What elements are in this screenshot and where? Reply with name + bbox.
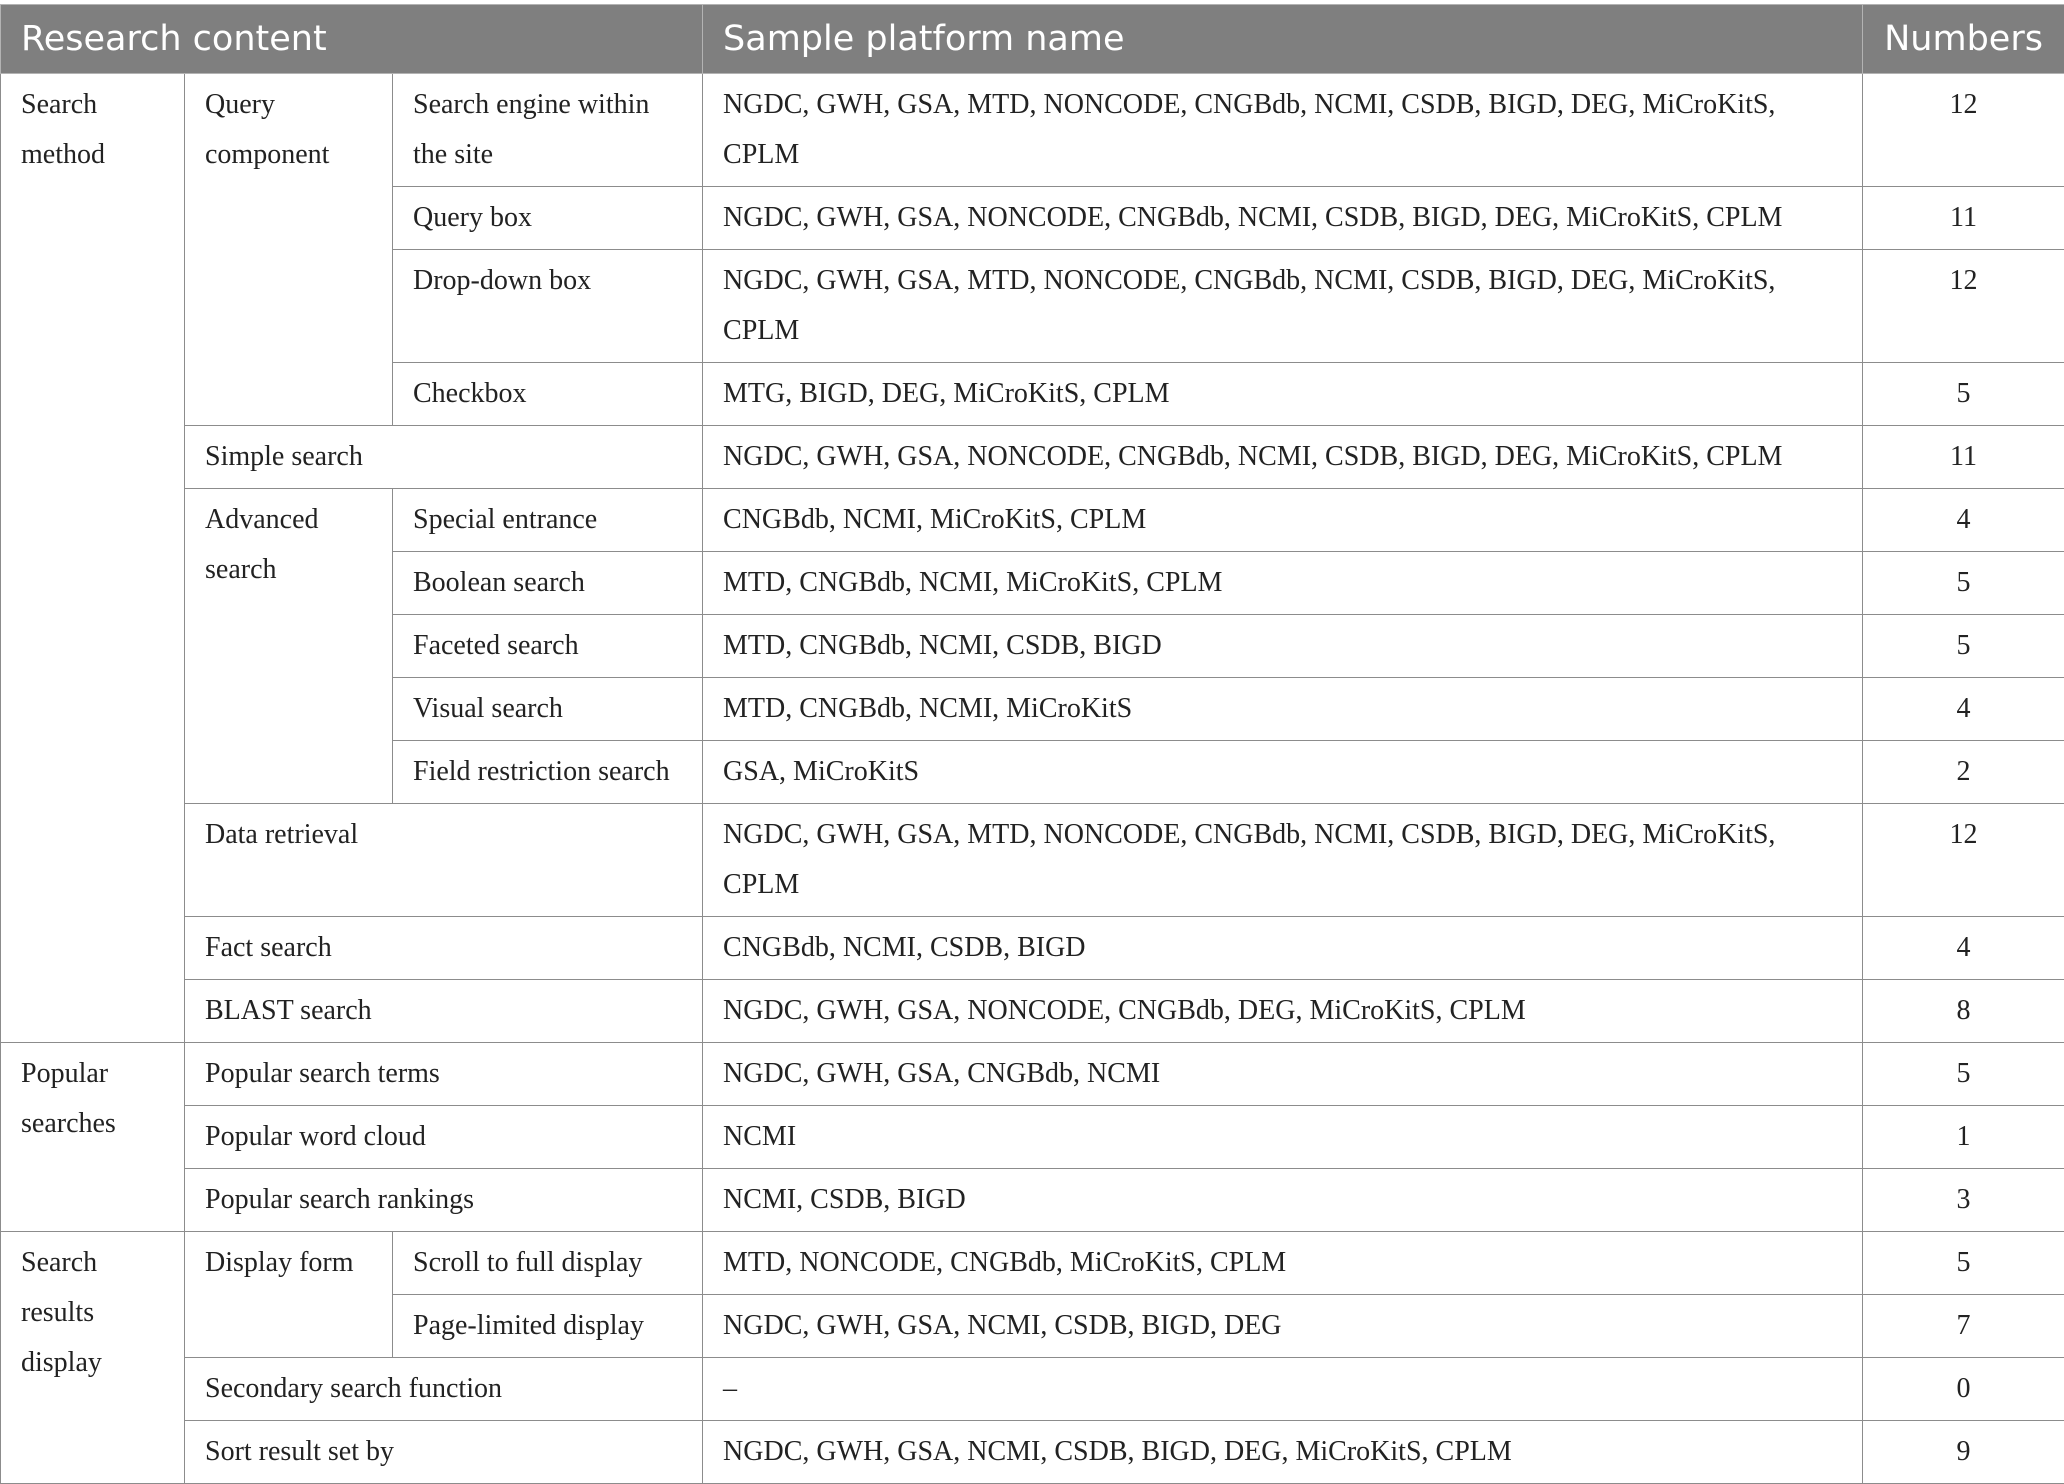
row-label: Secondary search function <box>185 1358 703 1421</box>
row-label: Sort result set by <box>185 1421 703 1484</box>
row-platforms: NGDC, GWH, GSA, NONCODE, CNGBdb, DEG, MiCroKitS, CPLM <box>703 980 1863 1043</box>
row-label: Data retrieval <box>185 804 703 917</box>
row-number: 12 <box>1863 74 2064 187</box>
row-label: Field restriction search <box>393 741 703 804</box>
table-row <box>1 426 2064 489</box>
row-platforms: CNGBdb, NCMI, CSDB, BIGD <box>703 917 1863 980</box>
row-number: 8 <box>1863 980 2064 1043</box>
table-row <box>1 804 2064 917</box>
row-platforms: NGDC, GWH, GSA, NCMI, CSDB, BIGD, DEG <box>703 1295 1863 1358</box>
header-numbers: Numbers <box>1863 5 2064 74</box>
table-row <box>1 74 2064 187</box>
table-row <box>1 489 2064 552</box>
row-label: Fact search <box>185 917 703 980</box>
group-popular-searches: Popular searches <box>1 1043 185 1232</box>
table-row <box>1 1232 2064 1295</box>
table-row <box>1 980 2064 1043</box>
row-number: 2 <box>1863 741 2064 804</box>
row-number: 4 <box>1863 489 2064 552</box>
row-label: Page-limited display <box>393 1295 703 1358</box>
row-platforms: NGDC, GWH, GSA, NONCODE, CNGBdb, NCMI, CSDB, BIGD, DEG, MiCroKitS, CPLM <box>703 187 1863 250</box>
subgroup-display-form: Display form <box>185 1232 393 1358</box>
row-number: 3 <box>1863 1169 2064 1232</box>
row-number: 7 <box>1863 1295 2064 1358</box>
row-platforms: NGDC, GWH, GSA, MTD, NONCODE, CNGBdb, NCMI, CSDB, BIGD, DEG, MiCroKitS, CPLM <box>703 804 1863 917</box>
row-platforms: CNGBdb, NCMI, MiCroKitS, CPLM <box>703 489 1863 552</box>
table-row <box>1 1106 2064 1169</box>
table-row <box>1 1169 2064 1232</box>
row-label: Special entrance <box>393 489 703 552</box>
row-number: 12 <box>1863 250 2064 363</box>
row-platforms: GSA, MiCroKitS <box>703 741 1863 804</box>
row-number: 5 <box>1863 363 2064 426</box>
research-content-table <box>0 4 2064 1484</box>
row-platforms: NGDC, GWH, GSA, CNGBdb, NCMI <box>703 1043 1863 1106</box>
header-sample-platform-name: Sample platform name <box>703 5 1863 74</box>
row-label: Search engine within the site <box>393 74 703 187</box>
table-row <box>1 917 2064 980</box>
row-label: Simple search <box>185 426 703 489</box>
row-number: 5 <box>1863 615 2064 678</box>
row-label: Checkbox <box>393 363 703 426</box>
group-search-method: Search method <box>1 74 185 1043</box>
row-number: 4 <box>1863 678 2064 741</box>
row-number: 11 <box>1863 187 2064 250</box>
row-platforms: MTD, CNGBdb, NCMI, MiCroKitS <box>703 678 1863 741</box>
row-label: Drop-down box <box>393 250 703 363</box>
row-number: 1 <box>1863 1106 2064 1169</box>
subgroup-query-component: Query component <box>185 74 393 426</box>
row-number: 5 <box>1863 552 2064 615</box>
row-label: Boolean search <box>393 552 703 615</box>
row-label: Faceted search <box>393 615 703 678</box>
row-number: 0 <box>1863 1358 2064 1421</box>
row-platforms: NGDC, GWH, GSA, MTD, NONCODE, CNGBdb, NCMI, CSDB, BIGD, DEG, MiCroKitS, CPLM <box>703 250 1863 363</box>
row-platforms: MTG, BIGD, DEG, MiCroKitS, CPLM <box>703 363 1863 426</box>
row-number: 5 <box>1863 1232 2064 1295</box>
table-row <box>1 1358 2064 1421</box>
row-label: Popular word cloud <box>185 1106 703 1169</box>
subgroup-advanced-search: Advanced search <box>185 489 393 804</box>
row-number: 11 <box>1863 426 2064 489</box>
row-platforms: MTD, CNGBdb, NCMI, MiCroKitS, CPLM <box>703 552 1863 615</box>
row-label: Popular search rankings <box>185 1169 703 1232</box>
group-search-results-display: Search results display <box>1 1232 185 1484</box>
row-platforms: NGDC, GWH, GSA, NCMI, CSDB, BIGD, DEG, MiCroKitS, CPLM <box>703 1421 1863 1484</box>
row-platforms: NGDC, GWH, GSA, MTD, NONCODE, CNGBdb, NCMI, CSDB, BIGD, DEG, MiCroKitS, CPLM <box>703 74 1863 187</box>
header-research-content: Research content <box>1 5 703 74</box>
header-row <box>1 5 2064 74</box>
row-number: 12 <box>1863 804 2064 917</box>
row-label: Query box <box>393 187 703 250</box>
table-row <box>1 1043 2064 1106</box>
row-platforms: – <box>703 1358 1863 1421</box>
row-platforms: MTD, NONCODE, CNGBdb, MiCroKitS, CPLM <box>703 1232 1863 1295</box>
table-row <box>1 1421 2064 1484</box>
row-platforms: NCMI <box>703 1106 1863 1169</box>
row-label: Visual search <box>393 678 703 741</box>
row-number: 4 <box>1863 917 2064 980</box>
row-label: Scroll to full display <box>393 1232 703 1295</box>
row-platforms: NGDC, GWH, GSA, NONCODE, CNGBdb, NCMI, CSDB, BIGD, DEG, MiCroKitS, CPLM <box>703 426 1863 489</box>
row-number: 5 <box>1863 1043 2064 1106</box>
row-number: 9 <box>1863 1421 2064 1484</box>
row-platforms: NCMI, CSDB, BIGD <box>703 1169 1863 1232</box>
row-label: Popular search terms <box>185 1043 703 1106</box>
row-label: BLAST search <box>185 980 703 1043</box>
row-platforms: MTD, CNGBdb, NCMI, CSDB, BIGD <box>703 615 1863 678</box>
